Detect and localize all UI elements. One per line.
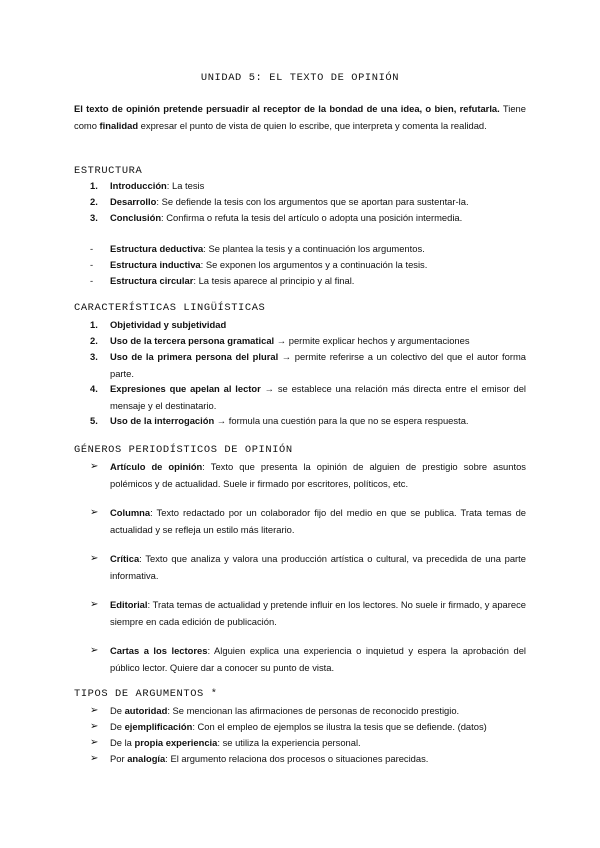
list-item [90,735,526,752]
item-prefix: De [110,705,125,716]
intro-bold: El texto de opinión pretende persuadir al receptor de la bondad de una idea, o bien, refutarla. [74,103,500,114]
page-title: UNIDAD 5: EL TEXTO DE OPINIÓN [200,72,400,84]
list-item [90,459,526,492]
item-prefix: Por [110,753,128,764]
list-marker: 1. [90,180,98,191]
arrow-bullet-icon: ➢ [90,599,99,610]
item-text: : Texto que analiza y valora una producción artística o cultural, va precedida de una parte informativa. [110,553,526,581]
list-item [90,210,526,227]
item-text: : Texto que presenta la opinión de alguien de prestigio sobre asuntos polémicos y de actualidad. Suele ir firmado por escritores, políticos, etc. [110,461,526,489]
item-text: → permite explicar hechos y argumentaciones [274,335,470,346]
item-label: Uso de la tercera persona gramatical [110,335,275,346]
item-label: autoridad [124,705,168,716]
item-label: Editorial [110,599,148,610]
item-label: Objetividad y subjetividad [110,319,227,330]
list-marker: - [90,243,94,254]
list-marker: 3. [90,351,98,362]
list-item [90,703,526,720]
arrow-bullet-icon: ➢ [90,753,99,764]
arrow-bullet-icon: ➢ [90,737,99,748]
item-prefix: De [110,721,125,732]
item-text: : Con el empleo de ejemplos se ilustra la tesis que se defiende. (datos) [192,721,487,732]
arrow-bullet-icon: ➢ [90,461,99,472]
item-label: Uso de la primera persona del plural [110,351,279,362]
arrow-bullet-icon: ➢ [90,507,99,518]
item-label: Estructura circular [110,275,194,286]
item-label: Crítica [110,553,140,564]
item-label: ejemplificación [124,721,193,732]
item-text: → se establece una relación más directa entre el emisor del mensaje y el destinatario. [110,383,526,411]
list-marker: 2. [90,196,98,207]
item-label: Introducción [110,180,167,191]
intro-paragraph [74,101,526,134]
item-label: Desarrollo [110,196,157,207]
list-marker: 5. [90,415,98,426]
item-text: : se utiliza la experiencia personal. [217,737,361,748]
list-item [90,194,526,211]
list-item [90,317,526,334]
item-text: : Se exponen los argumentos y a continuación la tesis. [200,259,428,270]
item-label: Cartas a los lectores [110,645,208,656]
list-item [90,643,526,676]
list-item [90,751,526,768]
arrow-bullet-icon: ➢ [90,645,99,656]
arrow-bullet-icon: ➢ [90,721,99,732]
item-label: propia experiencia [134,737,218,748]
item-text: : Se plantea la tesis y a continuación los argumentos. [203,243,425,254]
list-item [90,597,526,630]
list-item [90,349,526,382]
item-prefix: De la [110,737,135,748]
list-item [90,178,526,195]
item-text: : Alguien explica una experiencia o inquietud y espera la aprobación del público lector. Quiere dar a conocer su punto de vista. [110,645,526,673]
item-text: : Se defiende la tesis con los argumentos que se aportan para sustentar-la. [156,196,469,207]
item-label: Estructura deductiva [110,243,204,254]
arrow-bullet-icon: ➢ [90,553,99,564]
item-label: analogía [127,753,166,764]
heading-caracteristicas: CARACTERÍSTICAS LINGÜÍSTICAS [74,302,266,314]
list-item [90,273,526,290]
list-item [90,257,526,274]
list-item [90,381,526,414]
intro-text-1: Tiene como [74,103,526,131]
list-item [90,505,526,538]
item-text: : Se mencionan las afirmaciones de personas de reconocido prestigio. [167,705,460,716]
list-marker: 1. [90,319,98,330]
item-text: : La tesis aparece al principio y al final. [193,275,355,286]
list-item [90,241,526,258]
item-text: → permite referirse a un colectivo del que el autor forma parte. [110,351,526,379]
intro-text-2: expresar el punto de vista de quien lo escribe, que interpreta y comenta la realidad. [138,119,487,131]
item-label: Estructura inductiva [110,259,201,270]
heading-generos: GÉNEROS PERIODÍSTICOS DE OPINIÓN [74,444,293,456]
item-text: : El argumento relaciona dos procesos o situaciones parecidas. [165,753,429,764]
arrow-bullet-icon: ➢ [90,705,99,716]
item-label: Uso de la interrogación [110,415,215,426]
item-text: : Trata temas de actualidad y pretende influir en los lectores. No suele ir firmado, y aparece siempre en cada edición de publicación. [110,599,526,627]
item-text: : Confirma o refuta la tesis del artículo o adopta una posición intermedia. [161,212,463,223]
list-item [90,413,526,430]
heading-estructura: ESTRUCTURA [74,165,143,177]
intro-bold-2: finalidad [99,119,139,131]
item-label: Expresiones que apelan al lector [110,383,261,394]
list-item [90,719,526,736]
item-label: Columna [110,507,151,518]
list-item [90,333,526,350]
list-marker: - [90,275,94,286]
item-text: : La tesis [166,180,205,191]
list-marker: - [90,259,94,270]
heading-tipos: TIPOS DE ARGUMENTOS * [74,688,218,700]
list-marker: 3. [90,212,98,223]
list-item [90,551,526,584]
list-marker: 2. [90,335,98,346]
item-text: : Texto redactado por un colaborador fijo del medio en que se publica. Trata temas de actualidad y se refleja un estilo más literario. [110,507,526,535]
item-label: Artículo de opinión [110,461,203,472]
item-label: Conclusión [110,212,162,223]
item-text: → formula una cuestión para la que no se espera respuesta. [214,415,469,426]
list-marker: 4. [90,383,98,394]
